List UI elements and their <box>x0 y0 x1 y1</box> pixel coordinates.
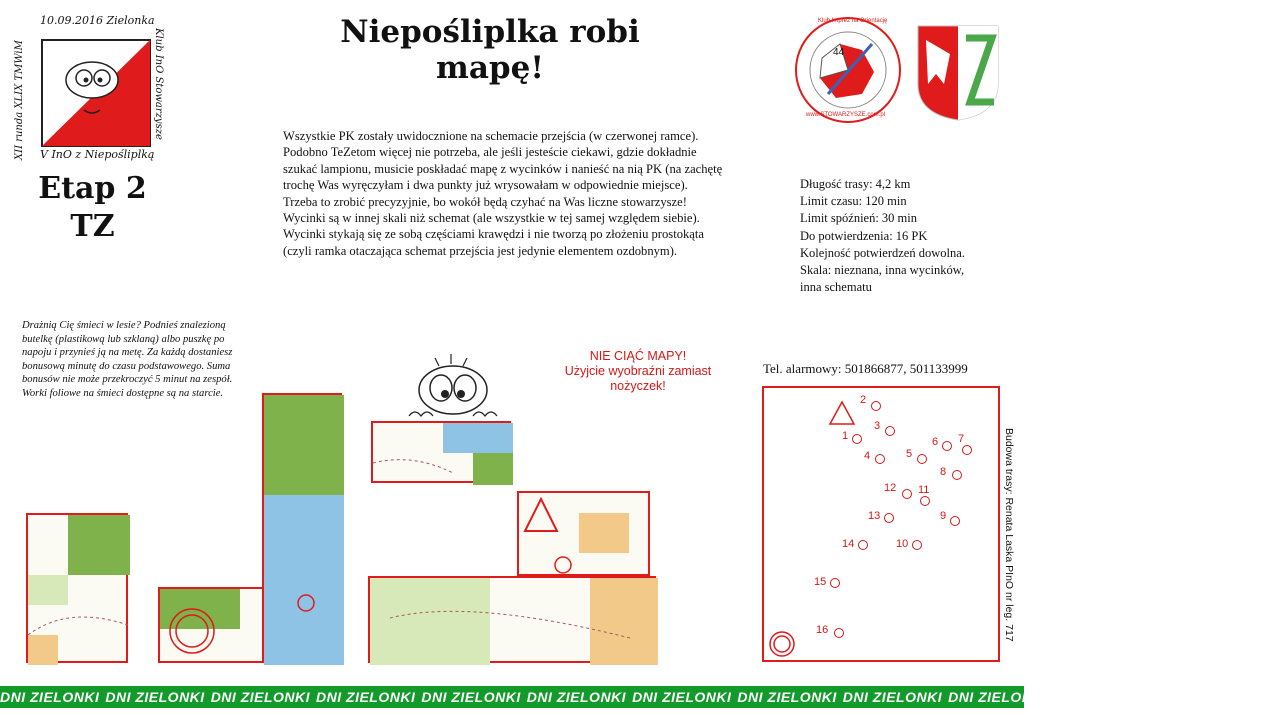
map-fragment-6 <box>368 576 656 663</box>
control-circle-6 <box>942 441 952 451</box>
banner-text: DNI ZIELONKI <box>632 689 732 705</box>
logo-bottom-text: V InO z Niepośliplką <box>40 148 155 161</box>
cartoon-character <box>405 350 505 425</box>
control-circle-14 <box>858 540 868 550</box>
control-circle-15 <box>830 578 840 588</box>
banner-text: DNI ZIELONKI <box>526 689 627 705</box>
stage-line-2: TZ <box>70 209 115 244</box>
club-logo <box>792 14 904 126</box>
control-label-12: 12 <box>884 482 897 494</box>
control-label-3: 3 <box>874 420 881 432</box>
logo-date: 10.09.2016 Zielonka <box>40 14 155 27</box>
control-circle-1 <box>852 434 862 444</box>
club-logo-url: www.STOWARZYSZE.com.pl <box>806 112 886 118</box>
banner-text: DNI ZIELONKI <box>210 689 311 705</box>
fact-scale-1: Skala: nieznana, inna wycinków, <box>800 263 965 278</box>
club-logo-number: 44 <box>833 47 845 58</box>
control-circle-8 <box>952 470 962 480</box>
warning-line-2: Użyjcie wyobraźni zamiast <box>564 364 712 378</box>
fact-time-limit: Limit czasu: 120 min <box>800 194 907 209</box>
page-title: Niepośliplka robi mapę! <box>340 14 640 86</box>
map-fragment-4 <box>371 421 511 483</box>
warning-line-1: NIE CIĄĆ MAPY! <box>589 349 687 363</box>
control-circle-11 <box>920 496 930 506</box>
instructions-text: Wszystkie PK zostały uwidocznione na schemacie przejścia (w czerwonej ramce). Podobno TeZetom więcej nie potrzeba, ale jeśli jesteście ciekawi, gdzie dokładnie szukać lampionu, musicie poskładać mapę z wycinków i nanieść na nią PK (na zachętę trochę Was wyręczyłam i dwa punkty już wrysowałam w odpowiednie miejsce). Trzeba to zrobić precyzyjnie, bo wokół będą czyhać na Was liczne stowarzysze! Wycinki są w innej skali niż schemat (ale wszystkie w tej samej względem siebie). Wycinki stykają się ze sobą częściami krawędzi i nie tworzą po złożeniu prostokąta (czyli ramka otaczająca schemat przejścia jest jedynie elementem ozdobnym). <box>283 129 723 258</box>
emergency-phone: Tel. alarmowy: 501866877, 501133999 <box>763 361 968 376</box>
control-circle-5 <box>917 454 927 464</box>
map-fragment-2 <box>158 587 266 663</box>
control-circle-4 <box>875 454 885 464</box>
waste-bonus-note: Drażnią Cię śmieci w lesie? Podnieś znalezioną butelkę (plastikową lub szklaną) albo puszkę po napoju i przynieś ją na metę. Za każdą dostaniesz bonusową minutę do czasu podstawowego. Suma bonusów nie może przekroczyć 5 minut na zespół. Worki foliowe na śmieci dostępne są na starcie. <box>22 320 233 399</box>
course-facts <box>800 176 1010 296</box>
map-fragment-5 <box>517 491 650 576</box>
banner-text: DNI ZIELONKI <box>948 689 1048 705</box>
control-circle-12 <box>902 489 912 499</box>
control-label-5: 5 <box>906 448 913 460</box>
control-label-14: 14 <box>842 538 855 550</box>
club-logo-name: Klub Imprez na Orientację <box>818 18 888 24</box>
control-label-6: 6 <box>932 436 939 448</box>
town-crest <box>916 24 1000 122</box>
control-label-1: 1 <box>842 430 849 442</box>
banner-text: DNI ZIELONKI <box>737 689 837 705</box>
fact-order: Kolejność potwierdzeń dowolna. <box>800 245 965 260</box>
control-label-13: 13 <box>868 510 881 522</box>
control-label-7: 7 <box>958 433 965 445</box>
banner-text: DNI ZIELONKI <box>1053 689 1153 705</box>
control-label-15: 15 <box>814 576 827 588</box>
control-circle-2 <box>871 401 881 411</box>
control-circle-9 <box>950 516 960 526</box>
do-not-cut-warning <box>548 349 728 394</box>
fact-late-limit: Limit spóźnień: 30 min <box>800 211 918 226</box>
banner-text: DNI ZIELONKI <box>1158 689 1259 705</box>
control-label-4: 4 <box>864 450 871 462</box>
control-label-9: 9 <box>940 510 947 522</box>
control-circle-13 <box>884 513 894 523</box>
control-circle-10 <box>912 540 922 550</box>
banner-text: DNI ZIELONKI <box>0 689 100 705</box>
fact-scale-2: inna schematu <box>800 280 872 295</box>
control-circle-7 <box>962 445 972 455</box>
bottom-banner <box>0 686 1259 708</box>
control-label-16: 16 <box>816 624 829 636</box>
control-label-10: 10 <box>896 538 909 550</box>
banner-text: DNI ZIELONKI <box>421 689 521 705</box>
map-fragment-3 <box>262 393 342 663</box>
logo-left-text: XII runda XLIX TMWiM <box>14 40 25 160</box>
course-author: Budowa trasy: Renata Laska PInO nr leg. 717 <box>1003 428 1015 642</box>
banner-text: DNI ZIELONKI <box>842 689 943 705</box>
fact-length: Długość trasy: 4,2 km <box>800 177 911 191</box>
control-label-2: 2 <box>860 394 867 406</box>
control-label-8: 8 <box>940 466 947 478</box>
logo-right-text: Klub InO Stowarzysze <box>153 28 164 140</box>
control-circle-16 <box>834 628 844 638</box>
banner-text: DNI ZIELONKI <box>105 689 205 705</box>
control-circle-3 <box>885 426 895 436</box>
warning-line-3: nożyczek! <box>610 379 666 393</box>
stage-line-1: Etap 2 <box>38 171 147 206</box>
stage-label <box>20 170 165 246</box>
map-fragment-1 <box>26 513 128 663</box>
fact-controls: Do potwierdzenia: 16 PK <box>800 228 928 243</box>
control-label-11: 11 <box>918 484 930 496</box>
course-scheme <box>762 386 1000 662</box>
banner-text: DNI ZIELONKI <box>316 689 416 705</box>
